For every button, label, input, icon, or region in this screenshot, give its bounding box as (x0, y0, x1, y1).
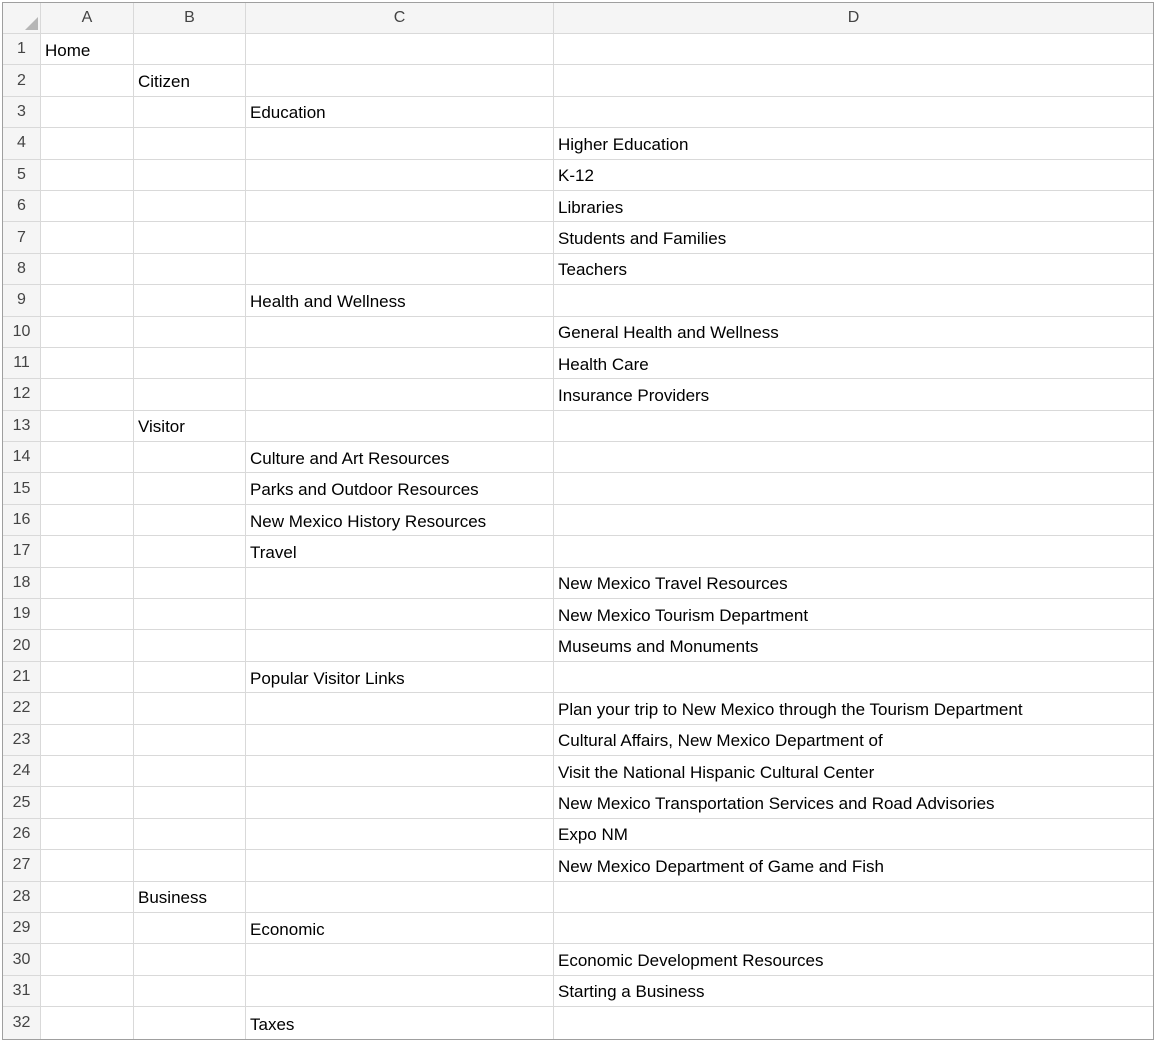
cell-C26[interactable] (246, 819, 554, 850)
cell-B27[interactable] (134, 850, 246, 881)
cell-text-D11: Health Care (558, 354, 649, 374)
row-header-25[interactable]: 25 (3, 787, 41, 818)
cell-A4[interactable] (41, 128, 134, 159)
cell-C15[interactable] (246, 473, 554, 504)
cell-text-D22: Plan your trip to New Mexico through the Tourism Department (558, 699, 1023, 719)
cell-A32[interactable] (41, 1007, 134, 1038)
row-header-8[interactable]: 8 (3, 254, 41, 285)
row-header-15[interactable]: 15 (3, 473, 41, 504)
row-header-14[interactable]: 14 (3, 442, 41, 473)
column-header-B[interactable]: B (134, 3, 246, 34)
column-header-C[interactable]: C (246, 3, 554, 34)
spreadsheet-grid (2, 2, 1154, 1040)
cell-A29[interactable] (41, 913, 134, 944)
row-header-23[interactable]: 23 (3, 725, 41, 756)
cell-D29[interactable] (554, 913, 1153, 944)
cell-B11[interactable] (134, 348, 246, 379)
row-header-21[interactable]: 21 (3, 662, 41, 693)
cell-text-B13: Visitor (138, 417, 185, 437)
cell-B17[interactable] (134, 536, 246, 567)
cell-D23[interactable] (554, 725, 1153, 756)
cell-A10[interactable] (41, 317, 134, 348)
cell-D31[interactable] (554, 976, 1153, 1007)
cell-B25[interactable] (134, 787, 246, 818)
row-header-20[interactable]: 20 (3, 630, 41, 661)
cell-C17[interactable] (246, 536, 554, 567)
row-header-27[interactable]: 27 (3, 850, 41, 881)
cell-C24[interactable] (246, 756, 554, 787)
cell-text-C21: Popular Visitor Links (250, 668, 405, 688)
cell-D1[interactable] (554, 34, 1153, 65)
cell-B16[interactable] (134, 505, 246, 536)
cell-D26[interactable] (554, 819, 1153, 850)
cell-C2[interactable] (246, 65, 554, 96)
cell-text-B2: Citizen (138, 72, 190, 92)
cell-A15[interactable] (41, 473, 134, 504)
cell-text-D5: K-12 (558, 166, 594, 186)
cell-text-C32: Taxes (250, 1014, 295, 1034)
cell-D18[interactable] (554, 568, 1153, 599)
cell-B23[interactable] (134, 725, 246, 756)
cell-text-D4: Higher Education (558, 134, 689, 154)
row-header-26[interactable]: 26 (3, 819, 41, 850)
cell-B13[interactable] (134, 411, 246, 442)
cell-A7[interactable] (41, 222, 134, 253)
cell-B12[interactable] (134, 379, 246, 410)
row-header-32[interactable]: 32 (3, 1007, 41, 1038)
cell-C28[interactable] (246, 882, 554, 913)
row-header-16[interactable]: 16 (3, 505, 41, 536)
cell-D2[interactable] (554, 65, 1153, 96)
cell-B26[interactable] (134, 819, 246, 850)
cell-C27[interactable] (246, 850, 554, 881)
cell-D16[interactable] (554, 505, 1153, 536)
row-header-17[interactable]: 17 (3, 536, 41, 567)
cell-text-D24: Visit the National Hispanic Cultural Center (558, 762, 875, 782)
cell-D10[interactable] (554, 317, 1153, 348)
cell-D25[interactable] (554, 787, 1153, 818)
cell-A23[interactable] (41, 725, 134, 756)
cell-D32[interactable] (554, 1007, 1153, 1038)
cell-C31[interactable] (246, 976, 554, 1007)
cell-D13[interactable] (554, 411, 1153, 442)
row-header-2[interactable]: 2 (3, 65, 41, 96)
cell-C13[interactable] (246, 411, 554, 442)
row-header-29[interactable]: 29 (3, 913, 41, 944)
cell-D5[interactable] (554, 160, 1153, 191)
cell-A16[interactable] (41, 505, 134, 536)
cell-A2[interactable] (41, 65, 134, 96)
row-header-31[interactable]: 31 (3, 976, 41, 1007)
cell-text-D31: Starting a Business (558, 982, 705, 1002)
cell-B24[interactable] (134, 756, 246, 787)
cell-C32[interactable] (246, 1007, 554, 1038)
row-header-3[interactable]: 3 (3, 97, 41, 128)
cell-D27[interactable] (554, 850, 1153, 881)
cell-text-D18: New Mexico Travel Resources (558, 574, 788, 594)
cell-B18[interactable] (134, 568, 246, 599)
row-header-7[interactable]: 7 (3, 222, 41, 253)
cell-A14[interactable] (41, 442, 134, 473)
cell-B20[interactable] (134, 630, 246, 661)
cell-A24[interactable] (41, 756, 134, 787)
cell-B32[interactable] (134, 1007, 246, 1038)
cell-text-D19: New Mexico Tourism Department (558, 605, 809, 625)
cell-B14[interactable] (134, 442, 246, 473)
row-header-1[interactable]: 1 (3, 34, 41, 65)
cell-C10[interactable] (246, 317, 554, 348)
cell-B30[interactable] (134, 944, 246, 975)
cell-A20[interactable] (41, 630, 134, 661)
cell-B2[interactable] (134, 65, 246, 96)
cell-A9[interactable] (41, 285, 134, 316)
cell-C29[interactable] (246, 913, 554, 944)
cell-B19[interactable] (134, 599, 246, 630)
cell-C14[interactable] (246, 442, 554, 473)
column-header-A[interactable]: A (41, 3, 134, 34)
cell-D6[interactable] (554, 191, 1153, 222)
cell-D4[interactable] (554, 128, 1153, 159)
cell-C22[interactable] (246, 693, 554, 724)
cell-C7[interactable] (246, 222, 554, 253)
cell-A21[interactable] (41, 662, 134, 693)
cell-D17[interactable] (554, 536, 1153, 567)
cell-A6[interactable] (41, 191, 134, 222)
cell-text-A1: Home (45, 40, 91, 60)
cell-A18[interactable] (41, 568, 134, 599)
column-header-D[interactable]: D (554, 3, 1153, 34)
cell-B21[interactable] (134, 662, 246, 693)
cell-B4[interactable] (134, 128, 246, 159)
cell-C16[interactable] (246, 505, 554, 536)
cell-C25[interactable] (246, 787, 554, 818)
cell-C21[interactable] (246, 662, 554, 693)
cell-B15[interactable] (134, 473, 246, 504)
cell-A30[interactable] (41, 944, 134, 975)
row-header-6[interactable]: 6 (3, 191, 41, 222)
cell-C11[interactable] (246, 348, 554, 379)
cell-C9[interactable] (246, 285, 554, 316)
cell-C12[interactable] (246, 379, 554, 410)
cell-A3[interactable] (41, 97, 134, 128)
cell-C20[interactable] (246, 630, 554, 661)
cell-A13[interactable] (41, 411, 134, 442)
row-header-22[interactable]: 22 (3, 693, 41, 724)
cell-text-D12: Insurance Providers (558, 386, 710, 405)
cell-text-C3: Education (250, 103, 326, 123)
cell-text-D8: Teachers (558, 260, 627, 280)
cell-text-D23: Cultural Affairs, New Mexico Department of (558, 731, 883, 751)
cell-B31[interactable] (134, 976, 246, 1007)
cell-B28[interactable] (134, 882, 246, 913)
cell-B8[interactable] (134, 254, 246, 285)
cell-text-D6: Libraries (558, 197, 624, 217)
row-header-5[interactable]: 5 (3, 160, 41, 191)
cell-B7[interactable] (134, 222, 246, 253)
cell-A19[interactable] (41, 599, 134, 630)
cell-C8[interactable] (246, 254, 554, 285)
cell-C5[interactable] (246, 160, 554, 191)
cell-A1[interactable] (41, 34, 134, 65)
cell-A26[interactable] (41, 819, 134, 850)
cell-A25[interactable] (41, 787, 134, 818)
cell-C30[interactable] (246, 944, 554, 975)
row-header-24[interactable]: 24 (3, 756, 41, 787)
cell-text-D10: General Health and Wellness (558, 323, 779, 343)
cell-text-C15: Parks and Outdoor Resources (250, 480, 479, 500)
row-header-9[interactable]: 9 (3, 285, 41, 316)
cell-D14[interactable] (554, 442, 1153, 473)
row-header-28[interactable]: 28 (3, 882, 41, 913)
select-all-button[interactable] (3, 3, 41, 34)
cell-C6[interactable] (246, 191, 554, 222)
cell-D21[interactable] (554, 662, 1153, 693)
cell-B5[interactable] (134, 160, 246, 191)
cell-A27[interactable] (41, 850, 134, 881)
cell-D24[interactable] (554, 756, 1153, 787)
cell-text-C29: Economic (250, 919, 325, 939)
cell-D28[interactable] (554, 882, 1153, 913)
cell-D20[interactable] (554, 630, 1153, 661)
cell-C23[interactable] (246, 725, 554, 756)
cell-C19[interactable] (246, 599, 554, 630)
cell-D7[interactable] (554, 222, 1153, 253)
cell-A11[interactable] (41, 348, 134, 379)
cell-text-D27: New Mexico Department of Game and Fish (558, 856, 884, 876)
cell-D8[interactable] (554, 254, 1153, 285)
row-header-11[interactable]: 11 (3, 348, 41, 379)
cell-D9[interactable] (554, 285, 1153, 316)
cell-B10[interactable] (134, 317, 246, 348)
cell-A22[interactable] (41, 693, 134, 724)
cell-C4[interactable] (246, 128, 554, 159)
row-header-13[interactable]: 13 (3, 411, 41, 442)
cell-D15[interactable] (554, 473, 1153, 504)
cell-A5[interactable] (41, 160, 134, 191)
cell-A28[interactable] (41, 882, 134, 913)
cell-A12[interactable] (41, 379, 134, 410)
cell-text-D30: Economic Development Resources (558, 951, 824, 971)
cell-C1[interactable] (246, 34, 554, 65)
cell-B22[interactable] (134, 693, 246, 724)
row-header-4[interactable]: 4 (3, 128, 41, 159)
cell-D22[interactable] (554, 693, 1153, 724)
cell-D30[interactable] (554, 944, 1153, 975)
row-header-12[interactable]: 12 (3, 379, 41, 410)
row-header-30[interactable]: 30 (3, 944, 41, 975)
cell-A31[interactable] (41, 976, 134, 1007)
cell-text-C17: Travel (250, 542, 297, 562)
cell-B3[interactable] (134, 97, 246, 128)
cell-D11[interactable] (554, 348, 1153, 379)
cell-text-C9: Health and Wellness (250, 291, 406, 311)
cell-B1[interactable] (134, 34, 246, 65)
cell-B29[interactable] (134, 913, 246, 944)
row-header-18[interactable]: 18 (3, 568, 41, 599)
cell-A8[interactable] (41, 254, 134, 285)
cell-B6[interactable] (134, 191, 246, 222)
cell-B9[interactable] (134, 285, 246, 316)
cell-text-C16: New Mexico History Resources (250, 511, 487, 531)
row-header-10[interactable]: 10 (3, 317, 41, 348)
cell-text-B28: Business (138, 888, 207, 908)
cell-text-D7: Students and Families (558, 229, 727, 249)
cell-text-D20: Museums and Monuments (558, 637, 759, 657)
cell-C3[interactable] (246, 97, 554, 128)
cell-text-C14: Culture and Art Resources (250, 448, 450, 468)
cell-text-D26: Expo NM (558, 825, 628, 845)
select-all-triangle-icon (25, 17, 38, 30)
cell-text-D25: New Mexico Transportation Services and Road Advisories (558, 794, 995, 814)
cell-D12[interactable] (554, 379, 1153, 410)
cell-C18[interactable] (246, 568, 554, 599)
cell-D19[interactable] (554, 599, 1153, 630)
cell-A17[interactable] (41, 536, 134, 567)
row-header-19[interactable]: 19 (3, 599, 41, 630)
cell-D3[interactable] (554, 97, 1153, 128)
